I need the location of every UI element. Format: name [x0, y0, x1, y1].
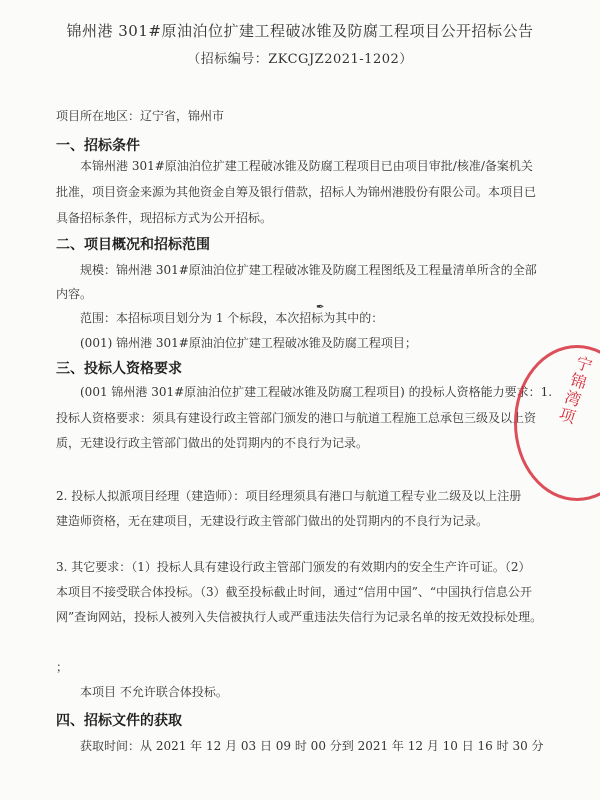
- paragraph-line: 本锦州港 301#原油泊位扩建工程破冰锥及防腐工程项目已由项目审批/核准/备案机关: [80, 159, 533, 173]
- paragraph-line: 内容。: [56, 287, 93, 301]
- paragraph-line: ；: [56, 660, 69, 674]
- section-heading-qualification: 三、投标人资格要求: [56, 361, 182, 377]
- paragraph-line: (001 锦州港 301#原油泊位扩建工程破冰锥及防腐工程项目) 的投标人资格能力要求：1.: [80, 385, 553, 399]
- paragraph-line: 2. 投标人拟派项目经理（建造师）：项目经理须具有港口与航道工程专业二级及以上注册: [56, 489, 522, 503]
- tender-code: （招标编号：ZKCGJZ2021-1202）: [187, 52, 413, 67]
- paragraph-line: 投标人资格要求：须具有建设行政主管部门颁发的港口与航道工程施工总承包三级及以上资: [56, 411, 537, 425]
- paragraph-line: 本项目 不允许联合体投标。: [80, 685, 228, 699]
- notice-title: 锦州港 301#原油泊位扩建工程破冰锥及防腐工程项目公开招标公告: [66, 22, 534, 40]
- paragraph-line: 建造师资格，无在建项目，无建设行政主管部门做出的处罚期内的不良行为记录。: [56, 514, 489, 528]
- paragraph-line: (001) 锦州港 301#原油泊位扩建工程破冰锥及防腐工程项目；: [80, 336, 417, 350]
- paragraph-line: 批准，项目资金来源为其他资金自筹及银行借款，招标人为锦州港股份有限公司。本项目已: [56, 185, 537, 199]
- paragraph-line: 具备招标条件，现招标方式为公开招标。: [56, 211, 273, 225]
- paragraph-line: 质，无建设行政主管部门做出的处罚期内的不良行为记录。: [56, 436, 369, 450]
- paragraph-line: 网”查询网站，投标人被列入失信被执行人或严重违法失信行为记录名单的按无效投标处理。: [56, 610, 543, 624]
- paragraph-line: 获取时间：从 2021 年 12 月 03 日 09 时 00 分到 2021 年 12 月 10 日 16 时 30 分: [80, 739, 544, 753]
- section-heading-documents: 四、招标文件的获取: [56, 713, 182, 729]
- paragraph-line: 本项目不接受联合体投标。（3）截至投标截止时间，通过“信用中国”、“中国执行信息公开: [56, 585, 533, 599]
- section-heading-conditions: 一、招标条件: [56, 138, 140, 154]
- seal-text: 宁锦湾项: [556, 352, 595, 428]
- paragraph-line: 规模：锦州港 301#原油泊位扩建工程破冰锥及防腐工程图纸及工程量清单所含的全部: [80, 263, 537, 277]
- paragraph-line: 3. 其它要求：（1）投标人具有建设行政主管部门颁发的有效期内的安全生产许可证。（2）: [56, 560, 531, 574]
- section-heading-overview: 二、项目概况和招标范围: [56, 237, 210, 253]
- paragraph-line: 范围：本招标项目划分为 1 个标段，本次招标为其中的：: [80, 311, 384, 325]
- project-location: 项目所在地区：辽宁省，锦州市: [56, 109, 225, 123]
- pen-mark: ✒: [316, 302, 325, 313]
